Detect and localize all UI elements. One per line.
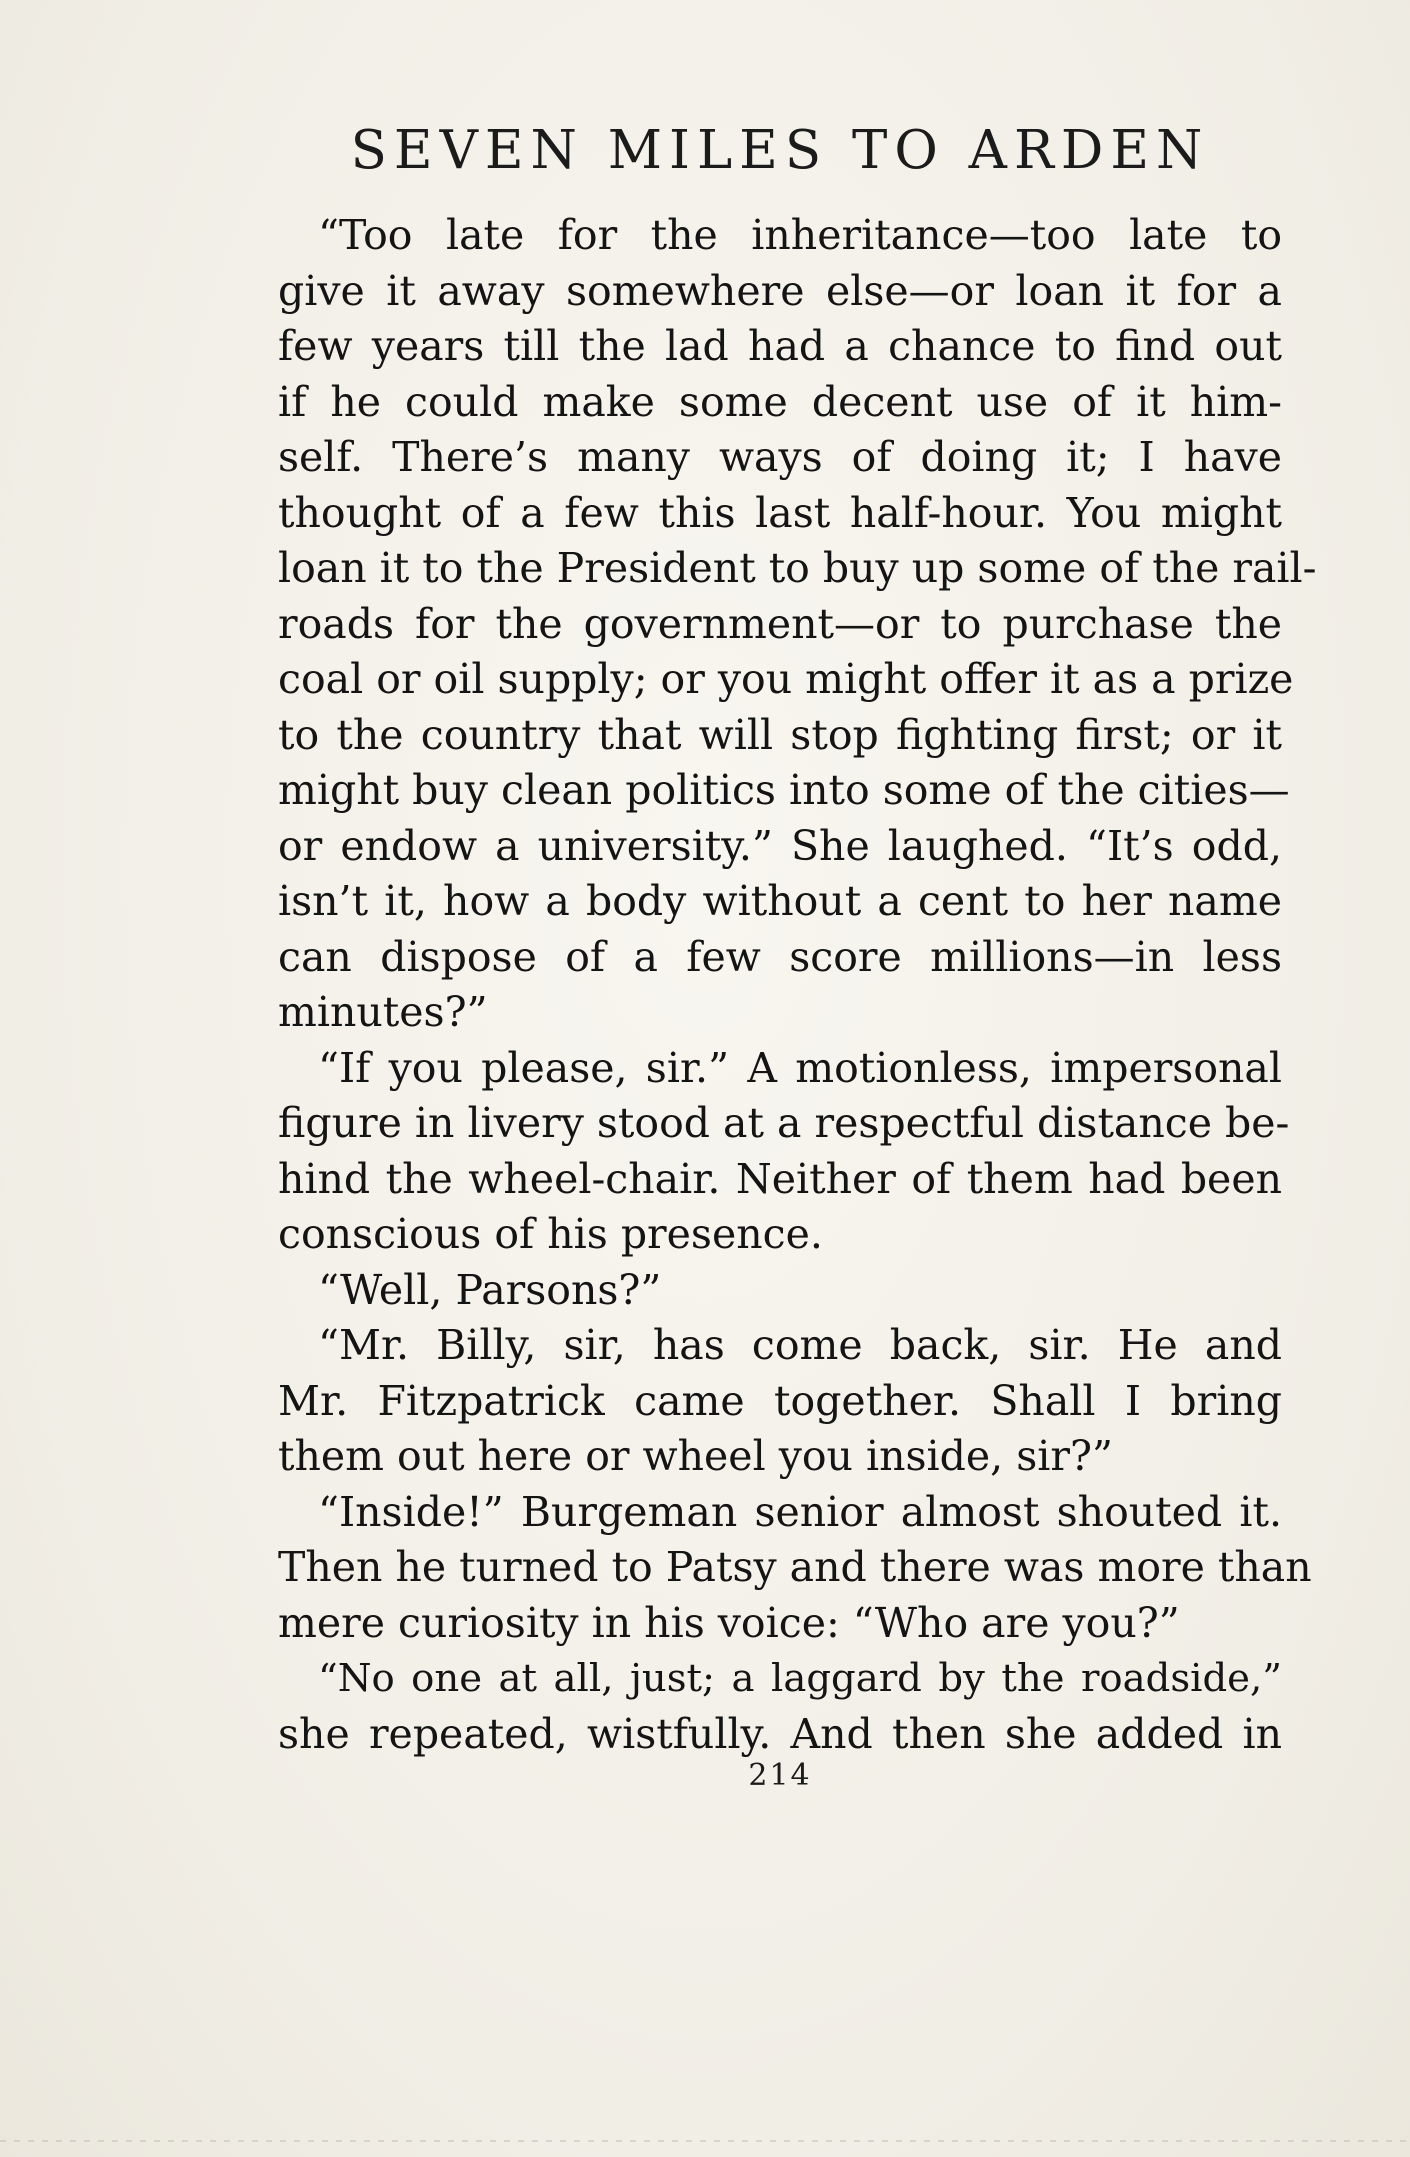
- paragraph: [278, 1263, 1282, 1319]
- page-number: 214: [748, 1758, 812, 1793]
- text-line: coal or oil supply; or you might offer it as a prize: [278, 655, 1294, 703]
- text-line: minutes?”: [278, 988, 488, 1036]
- text-line: give it away somewhere else—or loan it for a: [278, 266, 1282, 315]
- text-line: isn’t it, how a body without a cent to her name: [278, 877, 1282, 925]
- text-line: can dispose of a few score millions—in less: [278, 932, 1282, 981]
- text-line: to the country that will stop fighting first; or it: [278, 710, 1282, 759]
- text-line: “Inside!” Burgeman senior almost shouted it.: [318, 1487, 1282, 1536]
- running-head: SEVEN MILES TO ARDEN: [350, 120, 1210, 181]
- paragraph: [278, 1041, 1290, 1263]
- text-line: roads for the government—or to purchase the: [278, 599, 1282, 648]
- text-line: hind the wheel-chair. Neither of them had been: [278, 1154, 1282, 1203]
- text-line: “Well, Parsons?”: [318, 1265, 662, 1314]
- body-text: [278, 208, 1317, 1762]
- text-line: “Too late for the inheritance—too late to: [318, 211, 1282, 259]
- text-line: conscious of his presence.: [278, 1210, 823, 1258]
- text-line: loan it to the President to buy up some of the rail-: [278, 544, 1317, 592]
- text-line: “Mr. Billy, sir, has come back, sir. He and: [318, 1321, 1282, 1369]
- text-line: Mr. Fitzpatrick came together. Shall I bring: [278, 1376, 1282, 1425]
- text-line: she repeated, wistfully. And then she added in: [278, 1709, 1282, 1758]
- paragraph: [278, 208, 1317, 1041]
- text-line: thought of a few this last half-hour. You might: [278, 488, 1282, 537]
- text-line: if he could make some decent use of it him-: [278, 377, 1282, 426]
- paragraph: [278, 1651, 1282, 1762]
- text-line: or endow a university.” She laughed. “It’s odd,: [278, 821, 1282, 870]
- text-line: few years till the lad had a chance to find out: [278, 322, 1282, 370]
- paragraph: [278, 1318, 1282, 1485]
- text-line: “If you please, sir.” A motionless, impersonal: [318, 1043, 1282, 1092]
- text-line: might buy clean politics into some of the cities—: [278, 766, 1290, 814]
- paragraph: [278, 1485, 1312, 1652]
- text-line: “No one at all, just; a laggard by the roadside,”: [318, 1656, 1282, 1701]
- text-line: Then he turned to Patsy and there was more than: [278, 1543, 1312, 1591]
- scan-edge-artifact: [0, 2140, 1410, 2142]
- text-line: figure in livery stood at a respectful distance be-: [278, 1099, 1290, 1147]
- text-line: mere curiosity in his voice: “Who are you?”: [278, 1598, 1180, 1647]
- text-line: them out here or wheel you inside, sir?”: [278, 1432, 1113, 1480]
- text-line: self. There’s many ways of doing it; I have: [278, 433, 1282, 481]
